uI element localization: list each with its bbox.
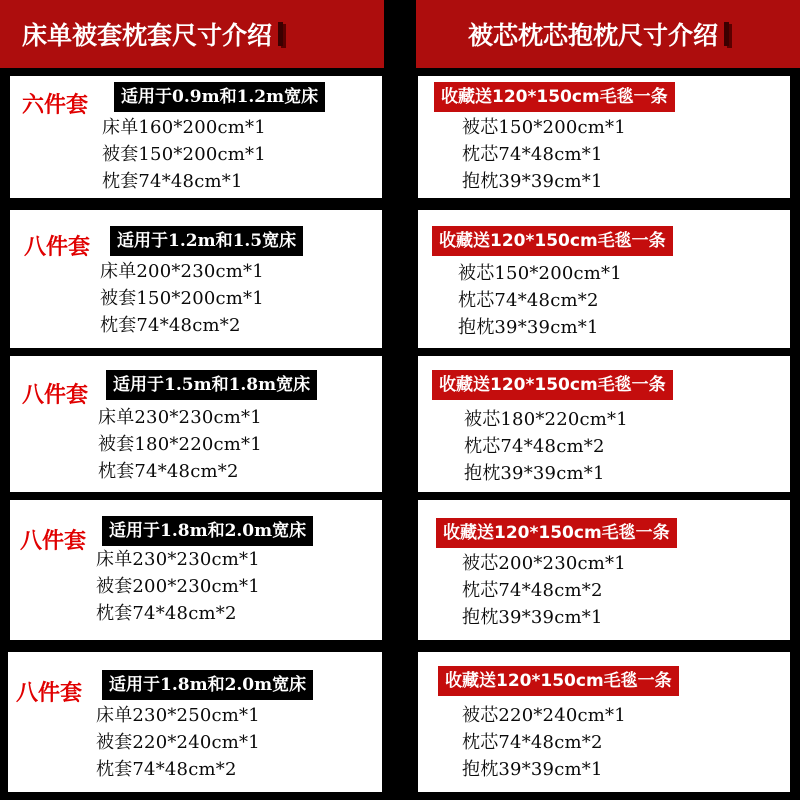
right-header: [416, 0, 800, 68]
list-item: 床单230*230cm*1: [98, 407, 262, 428]
right-header-title: 被芯枕芯抱枕尺寸介绍: [468, 21, 719, 50]
gift-tag: 收藏送120*150cm毛毯一条: [432, 370, 673, 400]
list-item: 被芯150*200cm*1: [462, 117, 626, 138]
list-item: 被套200*230cm*1: [96, 576, 260, 597]
bed-size-tag: 适用于1.2m和1.5宽床: [110, 226, 303, 256]
item-list: [98, 404, 262, 485]
item-list: [458, 260, 622, 341]
left-header: [0, 0, 384, 68]
list-item: 抱枕39*39cm*1: [464, 463, 605, 484]
set-badge: 八件套: [22, 383, 89, 408]
left-cell-2: [10, 210, 382, 348]
list-item: 被芯200*230cm*1: [462, 553, 626, 574]
left-cell-3: [10, 356, 382, 492]
list-item: 床单160*200cm*1: [102, 117, 266, 138]
list-item: 枕套74*48cm*2: [96, 603, 237, 624]
left-cell-4: [10, 500, 382, 640]
bed-size-tag: 适用于1.8m和2.0m宽床: [102, 516, 313, 546]
item-list: [464, 406, 628, 487]
list-item: 被套150*200cm*1: [102, 144, 266, 165]
set-badge: 八件套: [16, 681, 83, 706]
item-list: [462, 702, 626, 783]
brush-mark-icon: [278, 22, 283, 46]
gift-tag: 收藏送120*150cm毛毯一条: [434, 82, 675, 112]
left-cell-5: [8, 652, 382, 792]
list-item: 被套180*220cm*1: [98, 434, 262, 455]
list-item: 枕套74*48cm*1: [102, 171, 243, 192]
list-item: 枕芯74*48cm*2: [458, 290, 599, 311]
left-cell-1: [10, 76, 382, 198]
bed-size-tag: 适用于1.5m和1.8m宽床: [106, 370, 317, 400]
list-item: 枕套74*48cm*2: [98, 461, 239, 482]
item-list: [96, 546, 260, 627]
right-cell-1: [418, 76, 790, 198]
gift-tag: 收藏送120*150cm毛毯一条: [432, 226, 673, 256]
left-header-title: 床单被套枕套尺寸介绍: [22, 21, 273, 50]
set-badge: 六件套: [22, 93, 89, 118]
item-list: [462, 550, 626, 631]
list-item: 枕套74*48cm*2: [100, 315, 241, 336]
list-item: 被芯180*220cm*1: [464, 409, 628, 430]
item-list: [96, 702, 260, 783]
list-item: 枕芯74*48cm*2: [462, 580, 603, 601]
list-item: 被芯220*240cm*1: [462, 705, 626, 726]
list-item: 枕芯74*48cm*1: [462, 144, 603, 165]
item-list: [102, 114, 266, 195]
right-cell-3: [418, 356, 790, 492]
bed-size-tag: 适用于0.9m和1.2m宽床: [114, 82, 325, 112]
brush-mark-icon: [724, 22, 729, 46]
list-item: 抱枕39*39cm*1: [462, 759, 603, 780]
item-list: [100, 258, 264, 339]
right-cell-5: [418, 652, 790, 792]
right-cell-2: [418, 210, 790, 348]
list-item: 床单200*230cm*1: [100, 261, 264, 282]
list-item: 床单230*230cm*1: [96, 549, 260, 570]
list-item: 枕芯74*48cm*2: [462, 732, 603, 753]
list-item: 被芯150*200cm*1: [458, 263, 622, 284]
list-item: 被套150*200cm*1: [100, 288, 264, 309]
bed-size-tag: 适用于1.8m和2.0m宽床: [102, 670, 313, 700]
list-item: 枕套74*48cm*2: [96, 759, 237, 780]
list-item: 床单230*250cm*1: [96, 705, 260, 726]
gift-tag: 收藏送120*150cm毛毯一条: [438, 666, 679, 696]
list-item: 抱枕39*39cm*1: [458, 317, 599, 338]
list-item: 抱枕39*39cm*1: [462, 607, 603, 628]
list-item: 抱枕39*39cm*1: [462, 171, 603, 192]
list-item: 枕芯74*48cm*2: [464, 436, 605, 457]
list-item: 被套220*240cm*1: [96, 732, 260, 753]
gift-tag: 收藏送120*150cm毛毯一条: [436, 518, 677, 548]
set-badge: 八件套: [24, 235, 91, 260]
right-cell-4: [418, 500, 790, 640]
item-list: [462, 114, 626, 195]
set-badge: 八件套: [20, 529, 87, 554]
